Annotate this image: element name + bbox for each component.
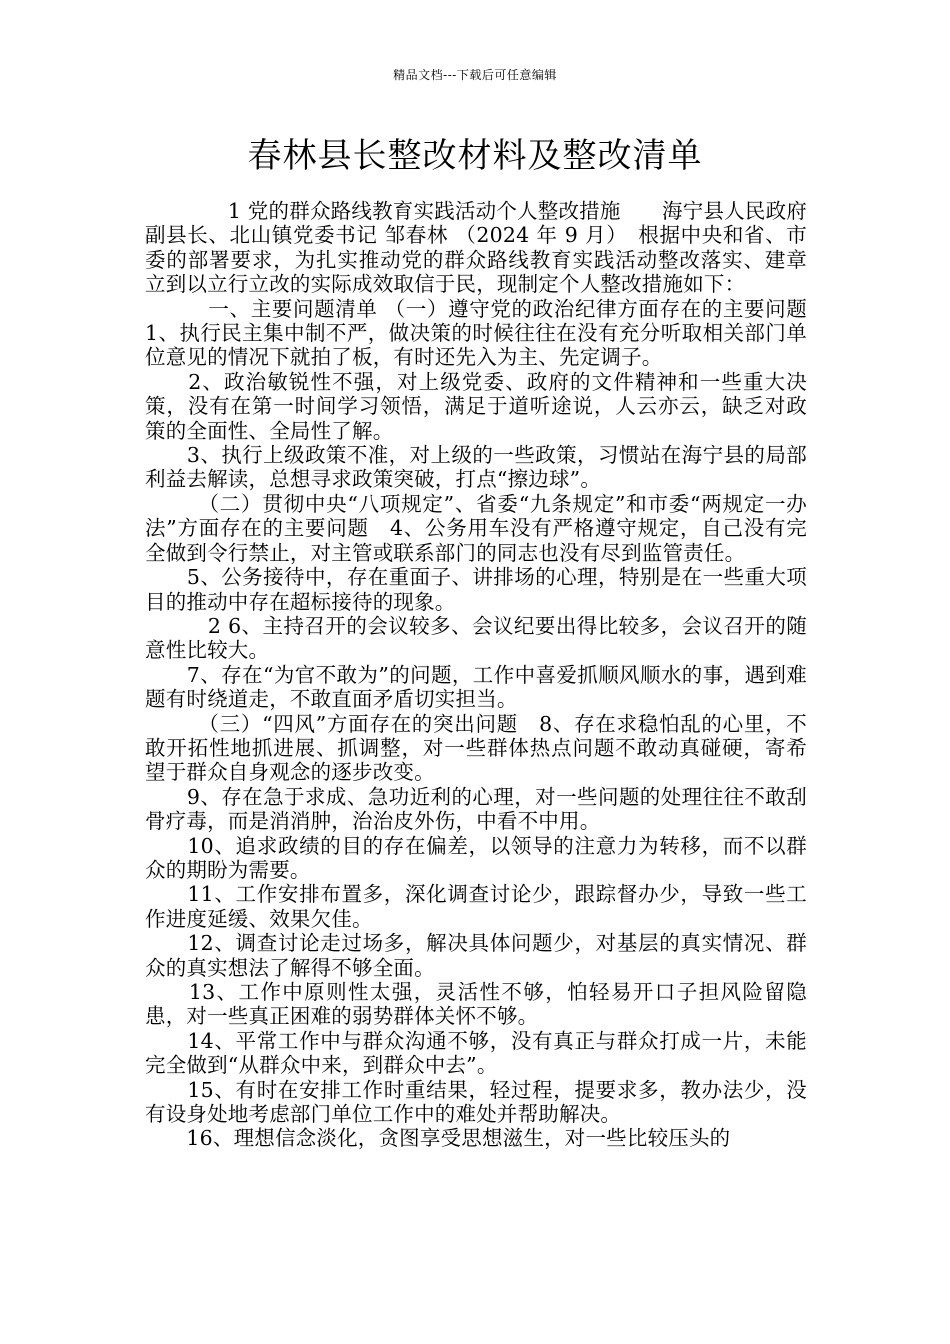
document-body: [145, 199, 828, 1151]
paragraph-9: （三）“四风”方面存在的突出问题 8、存在求稳怕乱的心里，不敢开拓性地抓进展、抓调整，对一些群体热点问题不敢动真碰硬，寄希望于群众自身观念的逐步改变。: [145, 711, 807, 785]
paragraph-13: 12、调查讨论走过场多，解决具体问题少，对基层的真实情况、群众的真实想法了解得不够全面。: [145, 931, 807, 980]
paragraph-8: 7、存在“为官不敢为”的问题，工作中喜爱抓顺风顺水的事，遇到难题有时绕道走，不敢直面矛盾切实担当。: [145, 662, 807, 712]
paragraph-5: （二）贯彻中央“八项规定”、省委“九条规定”和市委“两规定一办法”方面存在的主要问题 4、公务用车没有严格遵守规定，自己没有完全做到令行禁止，对主管或联系部门的同志也没有尽到监管责任。: [145, 491, 807, 565]
paragraph-1: 1 党的群众路线教育实践活动个人整改措施 海宁县人民政府副县长、北山镇党委书记 邹春林 （2024 年 9 月） 根据中央和省、市委的部署要求，为扎实推动党的群众路线教育实践活动整改落实、建章立到以立行立改的实际成效取信于民，现制定个人整改措施如下：: [145, 199, 807, 297]
paragraph-14: 13、工作中原则性太强，灵活性不够，怕轻易开口子担风险留隐患，对一些真正困难的弱势群体关怀不够。: [145, 980, 807, 1029]
paragraph-3: 2、政治敏锐性不强，对上级党委、政府的文件精神和一些重大决策，没有在第一时间学习领悟，满足于道听途说，人云亦云，缺乏对政策的全面性、全局性了解。: [145, 369, 807, 443]
document-title: 春林县长整改材料及整改清单: [247, 136, 703, 176]
paragraph-4: 3、执行上级政策不准，对上级的一些政策，习惯站在海宁县的局部利益去解读，总想寻求政策突破，打点“擦边球”。: [145, 443, 807, 492]
paragraph-15: 14、平常工作中与群众沟通不够，没有真正与群众打成一片，未能完全做到“从群众中来，到群众中去”。: [145, 1028, 807, 1078]
paragraph-17: 16、理想信念淡化，贪图享受思想滋生，对一些比较压头的: [145, 1126, 731, 1151]
paragraph-2: 一、主要问题清单 （一）遵守党的政治纪律方面存在的主要问题 1、执行民主集中制不严，做决策的时候往往在没有充分听取相关部门单位意见的情况下就拍了板，有时还先入为主、先定调子。: [145, 296, 828, 370]
paragraph-6: 5、公务接待中，存在重面子、讲排场的心理，特别是在一些重大项目的推动中存在超标接待的现象。: [145, 565, 807, 614]
paragraph-7: 2 6、主持召开的会议较多、会议纪要出得比较多，会议召开的随意性比较大。: [145, 613, 807, 663]
paragraph-11: 10、追求政绩的目的存在偏差，以领导的注意力为转移，而不以群众的期盼为需要。: [145, 833, 807, 882]
page-header: 精品文档---下载后可任意编辑: [393, 68, 557, 82]
paragraph-12: 11、工作安排布置多，深化调查讨论少，跟踪督办少，导致一些工作进度延缓、效果欠佳。: [145, 882, 807, 931]
paragraph-10: 9、存在急于求成、急功近利的心理，对一些问题的处理往往不敢刮骨疗毒，而是消消肿，治治皮外伤，中看不中用。: [145, 784, 807, 834]
paragraph-16: 15、有时在安排工作时重结果，轻过程，提要求多，教办法少，没有设身处地考虑部门单位工作中的难处并帮助解决。: [145, 1077, 807, 1127]
